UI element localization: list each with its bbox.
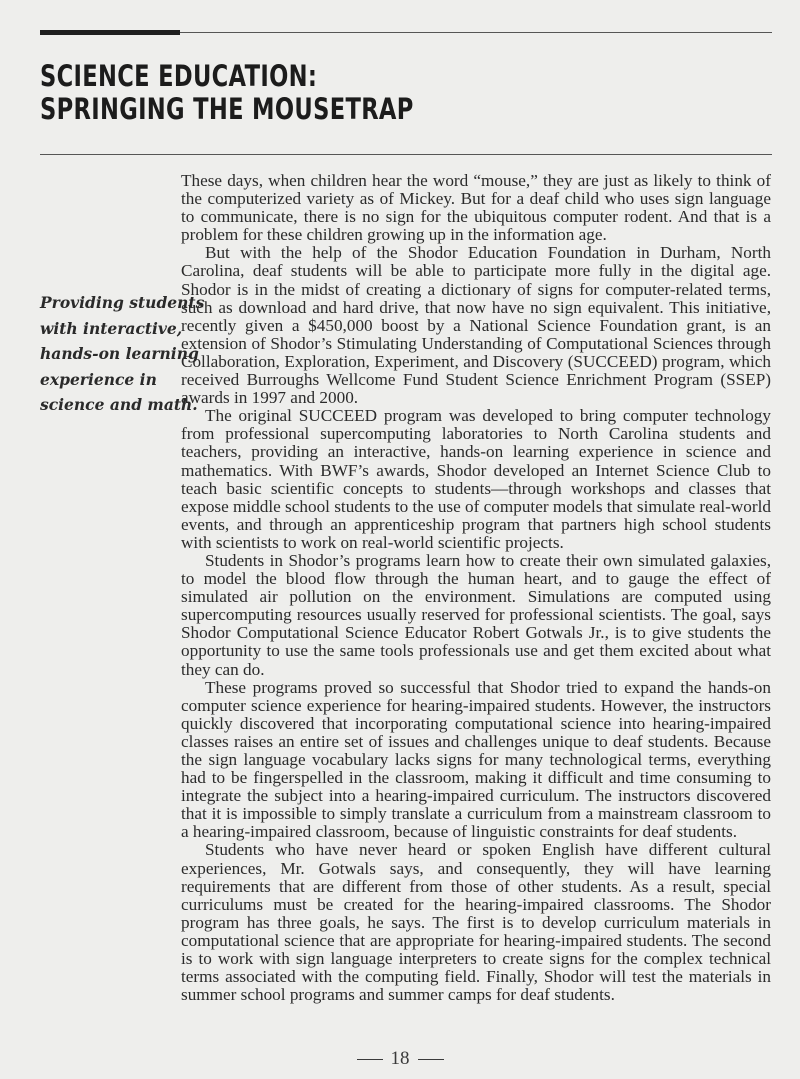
title-line-2: SPRINGING THE MOUSETRAP [40,92,414,126]
title-divider [40,154,772,155]
article-body [181,172,771,1004]
pull-quote-line: science and math. [40,395,198,414]
article-paragraph: The original SUCCEED program was developed to bring computer technology from professional supercomputing laboratories to North Carolina students and teachers, providing an interactive, hands-on learning experience in science and mathematics. With BWF’s awards, Shodor developed an Internet Science Club to teach basic scientific concepts to students—through workshops and classes that expose middle school students to the use of computer models that simulate real-world events, and through an apprenticeship program that partners high school students with scientists to work on real-world scientific projects. [181,406,771,552]
folio-dash-right [418,1059,444,1060]
article-title [40,60,414,126]
title-line-1: SCIENCE EDUCATION: [40,59,318,93]
pull-quote-line: with interactive, [40,318,183,338]
top-rule-thin [180,32,772,33]
top-rule [40,30,772,35]
top-rule-thick [40,30,180,35]
article-paragraph: Students who have never heard or spoken English have different cultural experiences, Mr. Gotwals says, and consequently, they will have learning requirements that are different from those of other students. As a result, special curriculums must be created for the hearing-impaired classrooms. The Shodor program has three goals, he says. The first is to develop curriculum materials in computational science that are appropriate for hearing-impaired students. The second is to work with sign language interpreters to create signs for the complex technical terms associated with the computing field. Finally, Shodor will test the materials in summer school programs and summer camps for deaf students. [181,840,771,1005]
page-number [0,1048,800,1070]
article-paragraph: These programs proved so successful that Shodor tried to expand the hands-on computer science experience for hearing-impaired students. However, the instructors quickly discovered that incorporating computational science into hearing-impaired classes raises an entire set of issues and challenges unique to deaf students. Because the sign language vocabulary lacks signs for many technological terms, everything had to be fingerspelled in the classroom, making it difficult and time consuming to integrate the subject into a hearing-impaired curriculum. The instructors discovered that it is impossible to simply translate a curriculum from a mainstream classroom to a hearing-impaired classroom, because of linguistic constraints for deaf students. [181,677,771,842]
pull-quote [40,290,205,418]
pull-quote-line: experience in [40,369,157,389]
pull-quote-line: Providing students [40,293,205,312]
article-paragraph: These days, when children hear the word “mouse,” they are just as likely to think of the computerized variety as of Mickey. But for a deaf child who uses sign language to communicate, there is no sign for the ubiquitous computer rodent. And that is a problem for these children growing up in the information age. [181,171,771,245]
pull-quote-line: hands-on learning [40,344,199,363]
article-paragraph: Students in Shodor’s programs learn how to create their own simulated galaxies, to model the blood flow through the human heart, and to gauge the effect of simulated air pollution on the environment. Simulations are computed using supercomputing resources usually reserved for professional scientists. The goal, says Shodor Computational Science Educator Robert Gotwals Jr., is to give students the opportunity to use the same tools professionals use and get them excited about what they can do. [181,550,771,679]
page-number-text: 18 [390,1048,410,1069]
article-paragraph: But with the help of the Shodor Education Foundation in Durham, North Carolina, deaf students will be able to participate more fully in the digital age. Shodor is in the midst of creating a dictionary of signs for computer-related terms, such as download and hard drive, that now have no sign equivalent. This initiative, recently given a $450,000 boost by a National Science Foundation grant, is an extension of Shodor’s Stimulating Understanding of Computational Sciences through Collaboration, Exploration, Experiment, and Discovery (SUCCEED) program, which received Burroughs Wellcome Fund Student Science Enrichment Program (SSEP) awards in 1997 and 2000. [181,243,771,408]
folio-dash-left [357,1059,383,1060]
